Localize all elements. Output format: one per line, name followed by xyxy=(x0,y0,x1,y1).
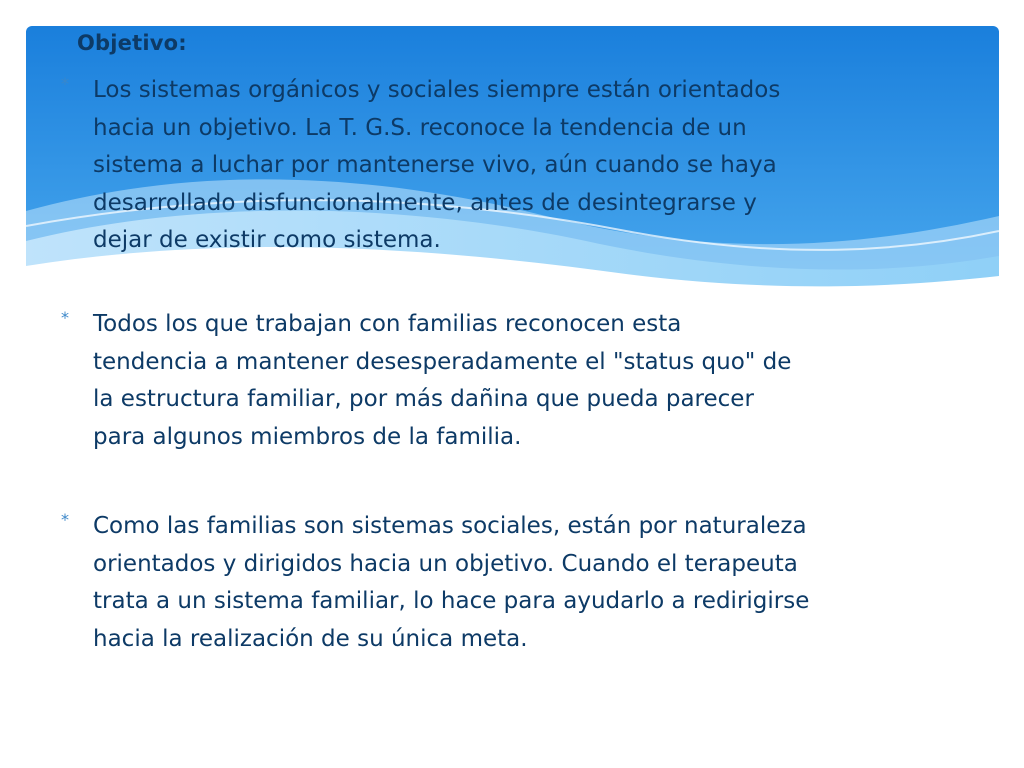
bullet-asterisk-icon: * xyxy=(61,308,69,327)
bullet-asterisk-icon: * xyxy=(61,74,69,93)
bullet-asterisk-icon: * xyxy=(61,510,69,529)
bullet-item xyxy=(61,72,901,260)
bullet-item xyxy=(61,306,901,456)
bullet-text: Los sistemas orgánicos y sociales siempre están orientados hacia un objetivo. La T. G.S. reconoce la tendencia de un sistema a luchar por mantenerse vivo, aún cuando se haya desarrollado disfuncionalmente, antes de desintegrarse y dejar de existir como sistema. xyxy=(93,77,781,253)
slide-heading: Objetivo: xyxy=(77,31,187,55)
bullet-text: Como las familias son sistemas sociales, están por naturaleza orientados y dirigidos hacia un objetivo. Cuando el terapeuta trata a un sistema familiar, lo hace para ayudarlo a redirigirse hacia la realización de su única meta. xyxy=(93,513,810,652)
bullet-text: Todos los que trabajan con familias reconocen esta tendencia a mantener desesperadamente el "status quo" de la estructura familiar, por más dañina que pueda parecer para algunos miembros de la familia. xyxy=(93,311,792,450)
bullet-item xyxy=(61,508,901,658)
